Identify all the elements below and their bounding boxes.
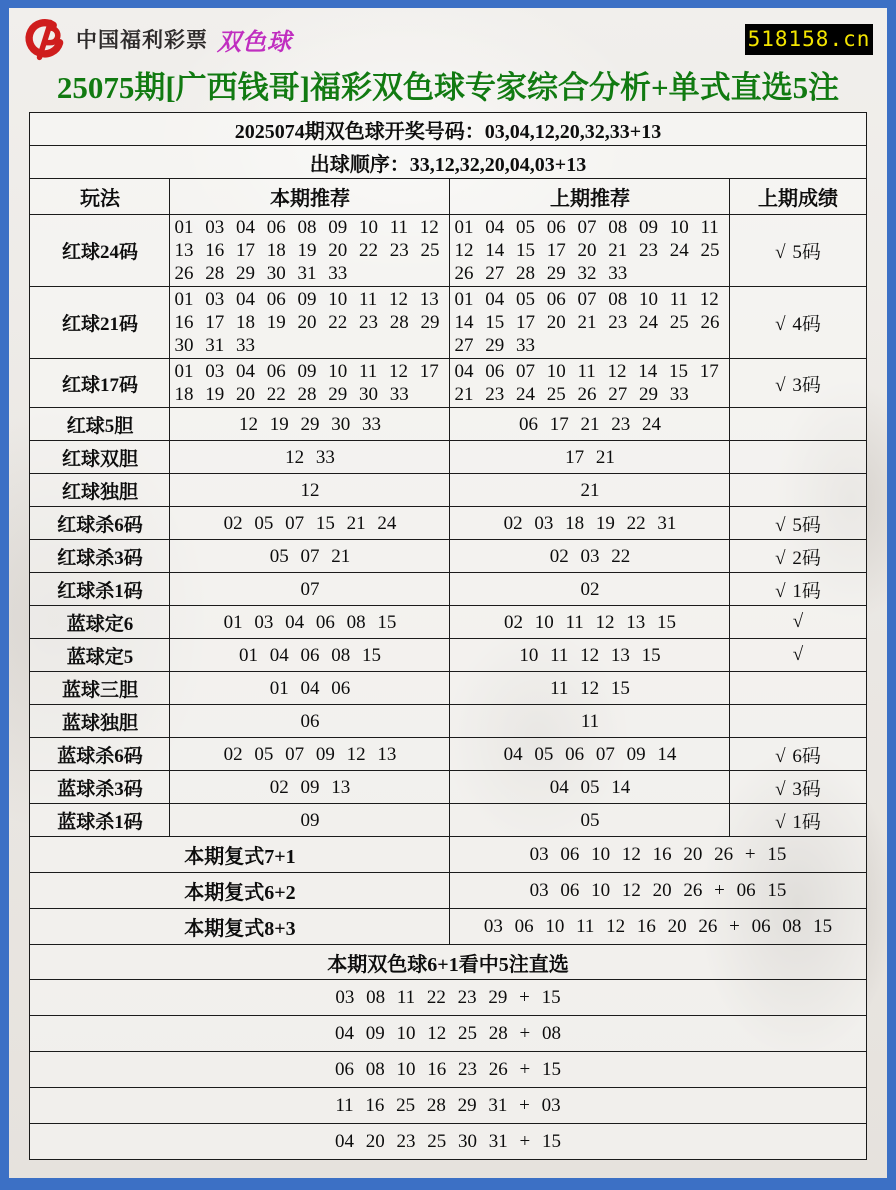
play-name-cell: 红球5胆	[30, 408, 170, 441]
play-name-cell: 红球双胆	[30, 441, 170, 474]
play-last-cell: 17 21	[450, 441, 730, 474]
direct-pick-cell: 03 08 11 22 23 29 + 15	[30, 980, 866, 1016]
play-current-cell: 01 03 04 06 09 10 11 12 13 16 17 18 19 20 22 23 28 29 30 31 33	[170, 287, 450, 359]
direct-pick-cell: 04 20 23 25 30 31 + 15	[30, 1124, 866, 1160]
fushi-label-cell: 本期复式8+3	[30, 909, 450, 945]
play-current-cell: 09	[170, 804, 450, 837]
table-top-rows	[30, 113, 866, 215]
play-row	[30, 441, 866, 474]
brand	[23, 17, 292, 61]
play-current-cell: 06	[170, 705, 450, 738]
fushi-body	[30, 837, 866, 945]
play-row	[30, 672, 866, 705]
play-result-cell: √	[730, 639, 866, 672]
direct-pick-row	[30, 1124, 866, 1160]
fushi-value-cell: 03 06 10 12 20 26 + 06 15	[450, 873, 866, 909]
draw-info: 2025074期双色球开奖号码：03,04,12,20,32,33+13	[30, 113, 866, 146]
fushi-row	[30, 909, 866, 945]
play-row	[30, 804, 866, 837]
play-name-cell: 蓝球独胆	[30, 705, 170, 738]
play-name-cell: 蓝球三胆	[30, 672, 170, 705]
page-title: 25075期[广西钱哥]福彩双色球专家综合分析+单式直选5注	[56, 70, 840, 105]
play-current-cell: 02 05 07 15 21 24	[170, 507, 450, 540]
play-name-cell: 红球杀6码	[30, 507, 170, 540]
fushi-value-cell: 03 06 10 12 16 20 26 + 15	[450, 837, 866, 873]
play-row	[30, 606, 866, 639]
plays-body	[30, 215, 866, 837]
fushi-label-cell: 本期复式6+2	[30, 873, 450, 909]
china-welfare-lottery-logo-icon	[23, 17, 67, 61]
play-result-cell	[730, 705, 866, 738]
draw-order: 出球顺序：33,12,32,20,04,03+13	[30, 146, 866, 179]
play-current-cell: 07	[170, 573, 450, 606]
play-result-cell: √ 3码	[730, 359, 866, 408]
draw-info-row	[30, 113, 866, 146]
play-name-cell: 蓝球定6	[30, 606, 170, 639]
direct-picks-body	[30, 945, 866, 1160]
play-current-cell: 01 04 06	[170, 672, 450, 705]
play-row	[30, 474, 866, 507]
direct-pick-cell: 06 08 10 16 23 26 + 15	[30, 1052, 866, 1088]
column-header-row	[30, 179, 866, 215]
play-current-cell: 05 07 21	[170, 540, 450, 573]
play-name-cell: 红球杀1码	[30, 573, 170, 606]
play-result-cell: √ 4码	[730, 287, 866, 359]
play-last-cell: 06 17 21 23 24	[450, 408, 730, 441]
fushi-row	[30, 837, 866, 873]
column-header-current: 本期推荐	[170, 179, 450, 215]
play-last-cell: 02 03 22	[450, 540, 730, 573]
play-last-cell: 04 05 06 07 09 14	[450, 738, 730, 771]
play-current-cell: 01 03 04 06 08 15	[170, 606, 450, 639]
play-row	[30, 639, 866, 672]
play-result-cell: √ 1码	[730, 573, 866, 606]
play-result-cell: √ 5码	[730, 507, 866, 540]
draw-order-row	[30, 146, 866, 179]
play-name-cell: 红球24码	[30, 215, 170, 287]
fushi-value-cell: 03 06 10 11 12 16 20 26 + 06 08 15	[450, 909, 866, 945]
direct-section-header-row	[30, 945, 866, 980]
play-row	[30, 215, 866, 287]
play-result-cell	[730, 408, 866, 441]
play-name-cell: 蓝球定5	[30, 639, 170, 672]
play-name-cell: 红球21码	[30, 287, 170, 359]
play-row	[30, 738, 866, 771]
play-row	[30, 287, 866, 359]
play-last-cell: 01 04 05 06 07 08 10 11 12 14 15 17 20 21 23 24 25 26 27 29 33	[450, 287, 730, 359]
direct-pick-row	[30, 1088, 866, 1124]
brand-product-text: 双色球	[217, 28, 292, 56]
site-header	[9, 8, 887, 64]
play-current-cell: 12 19 29 30 33	[170, 408, 450, 441]
play-name-cell: 蓝球杀1码	[30, 804, 170, 837]
play-result-cell: √ 2码	[730, 540, 866, 573]
site-url-badge: 518158.cn	[745, 24, 873, 55]
play-last-cell: 10 11 12 13 15	[450, 639, 730, 672]
play-result-cell	[730, 672, 866, 705]
fushi-row	[30, 873, 866, 909]
play-last-cell: 21	[450, 474, 730, 507]
play-current-cell: 01 04 06 08 15	[170, 639, 450, 672]
column-header-result: 上期成绩	[730, 179, 866, 215]
play-current-cell: 02 05 07 09 12 13	[170, 738, 450, 771]
play-current-cell: 01 03 04 06 08 09 10 11 12 13 16 17 18 19 20 22 23 25 26 28 29 30 31 33	[170, 215, 450, 287]
direct-pick-row	[30, 1052, 866, 1088]
play-name-cell: 蓝球杀3码	[30, 771, 170, 804]
play-current-cell: 01 03 04 06 09 10 11 12 17 18 19 20 22 28 29 30 33	[170, 359, 450, 408]
play-result-cell: √ 1码	[730, 804, 866, 837]
play-name-cell: 蓝球杀6码	[30, 738, 170, 771]
play-result-cell: √	[730, 606, 866, 639]
play-row	[30, 507, 866, 540]
play-last-cell: 04 05 14	[450, 771, 730, 804]
play-row	[30, 408, 866, 441]
play-result-cell: √ 5码	[730, 215, 866, 287]
play-current-cell: 02 09 13	[170, 771, 450, 804]
column-header-play: 玩法	[30, 179, 170, 215]
play-last-cell: 02 03 18 19 22 31	[450, 507, 730, 540]
play-name-cell: 红球杀3码	[30, 540, 170, 573]
play-result-cell: √ 3码	[730, 771, 866, 804]
play-row	[30, 359, 866, 408]
play-last-cell: 02	[450, 573, 730, 606]
play-row	[30, 540, 866, 573]
play-current-cell: 12	[170, 474, 450, 507]
fushi-label-cell: 本期复式7+1	[30, 837, 450, 873]
play-name-cell: 红球17码	[30, 359, 170, 408]
direct-pick-row	[30, 980, 866, 1016]
play-row	[30, 573, 866, 606]
play-last-cell: 02 10 11 12 13 15	[450, 606, 730, 639]
direct-section-header: 本期双色球6+1看中5注直选	[30, 945, 866, 980]
analysis-table	[29, 112, 866, 1160]
direct-pick-cell: 11 16 25 28 29 31 + 03	[30, 1088, 866, 1124]
play-result-cell	[730, 441, 866, 474]
brand-name-text: 中国福利彩票	[76, 29, 208, 52]
play-result-cell: √ 6码	[730, 738, 866, 771]
play-row	[30, 771, 866, 804]
play-last-cell: 11 12 15	[450, 672, 730, 705]
play-last-cell: 04 06 07 10 11 12 14 15 17 21 23 24 25 26 27 29 33	[450, 359, 730, 408]
play-last-cell: 11	[450, 705, 730, 738]
play-row	[30, 705, 866, 738]
play-result-cell	[730, 474, 866, 507]
direct-pick-cell: 04 09 10 12 25 28 + 08	[30, 1016, 866, 1052]
play-current-cell: 12 33	[170, 441, 450, 474]
play-name-cell: 红球独胆	[30, 474, 170, 507]
direct-pick-row	[30, 1016, 866, 1052]
play-last-cell: 01 04 05 06 07 08 09 10 11 12 14 15 17 20 21 23 24 25 26 27 28 29 32 33	[450, 215, 730, 287]
play-last-cell: 05	[450, 804, 730, 837]
column-header-last: 上期推荐	[450, 179, 730, 215]
